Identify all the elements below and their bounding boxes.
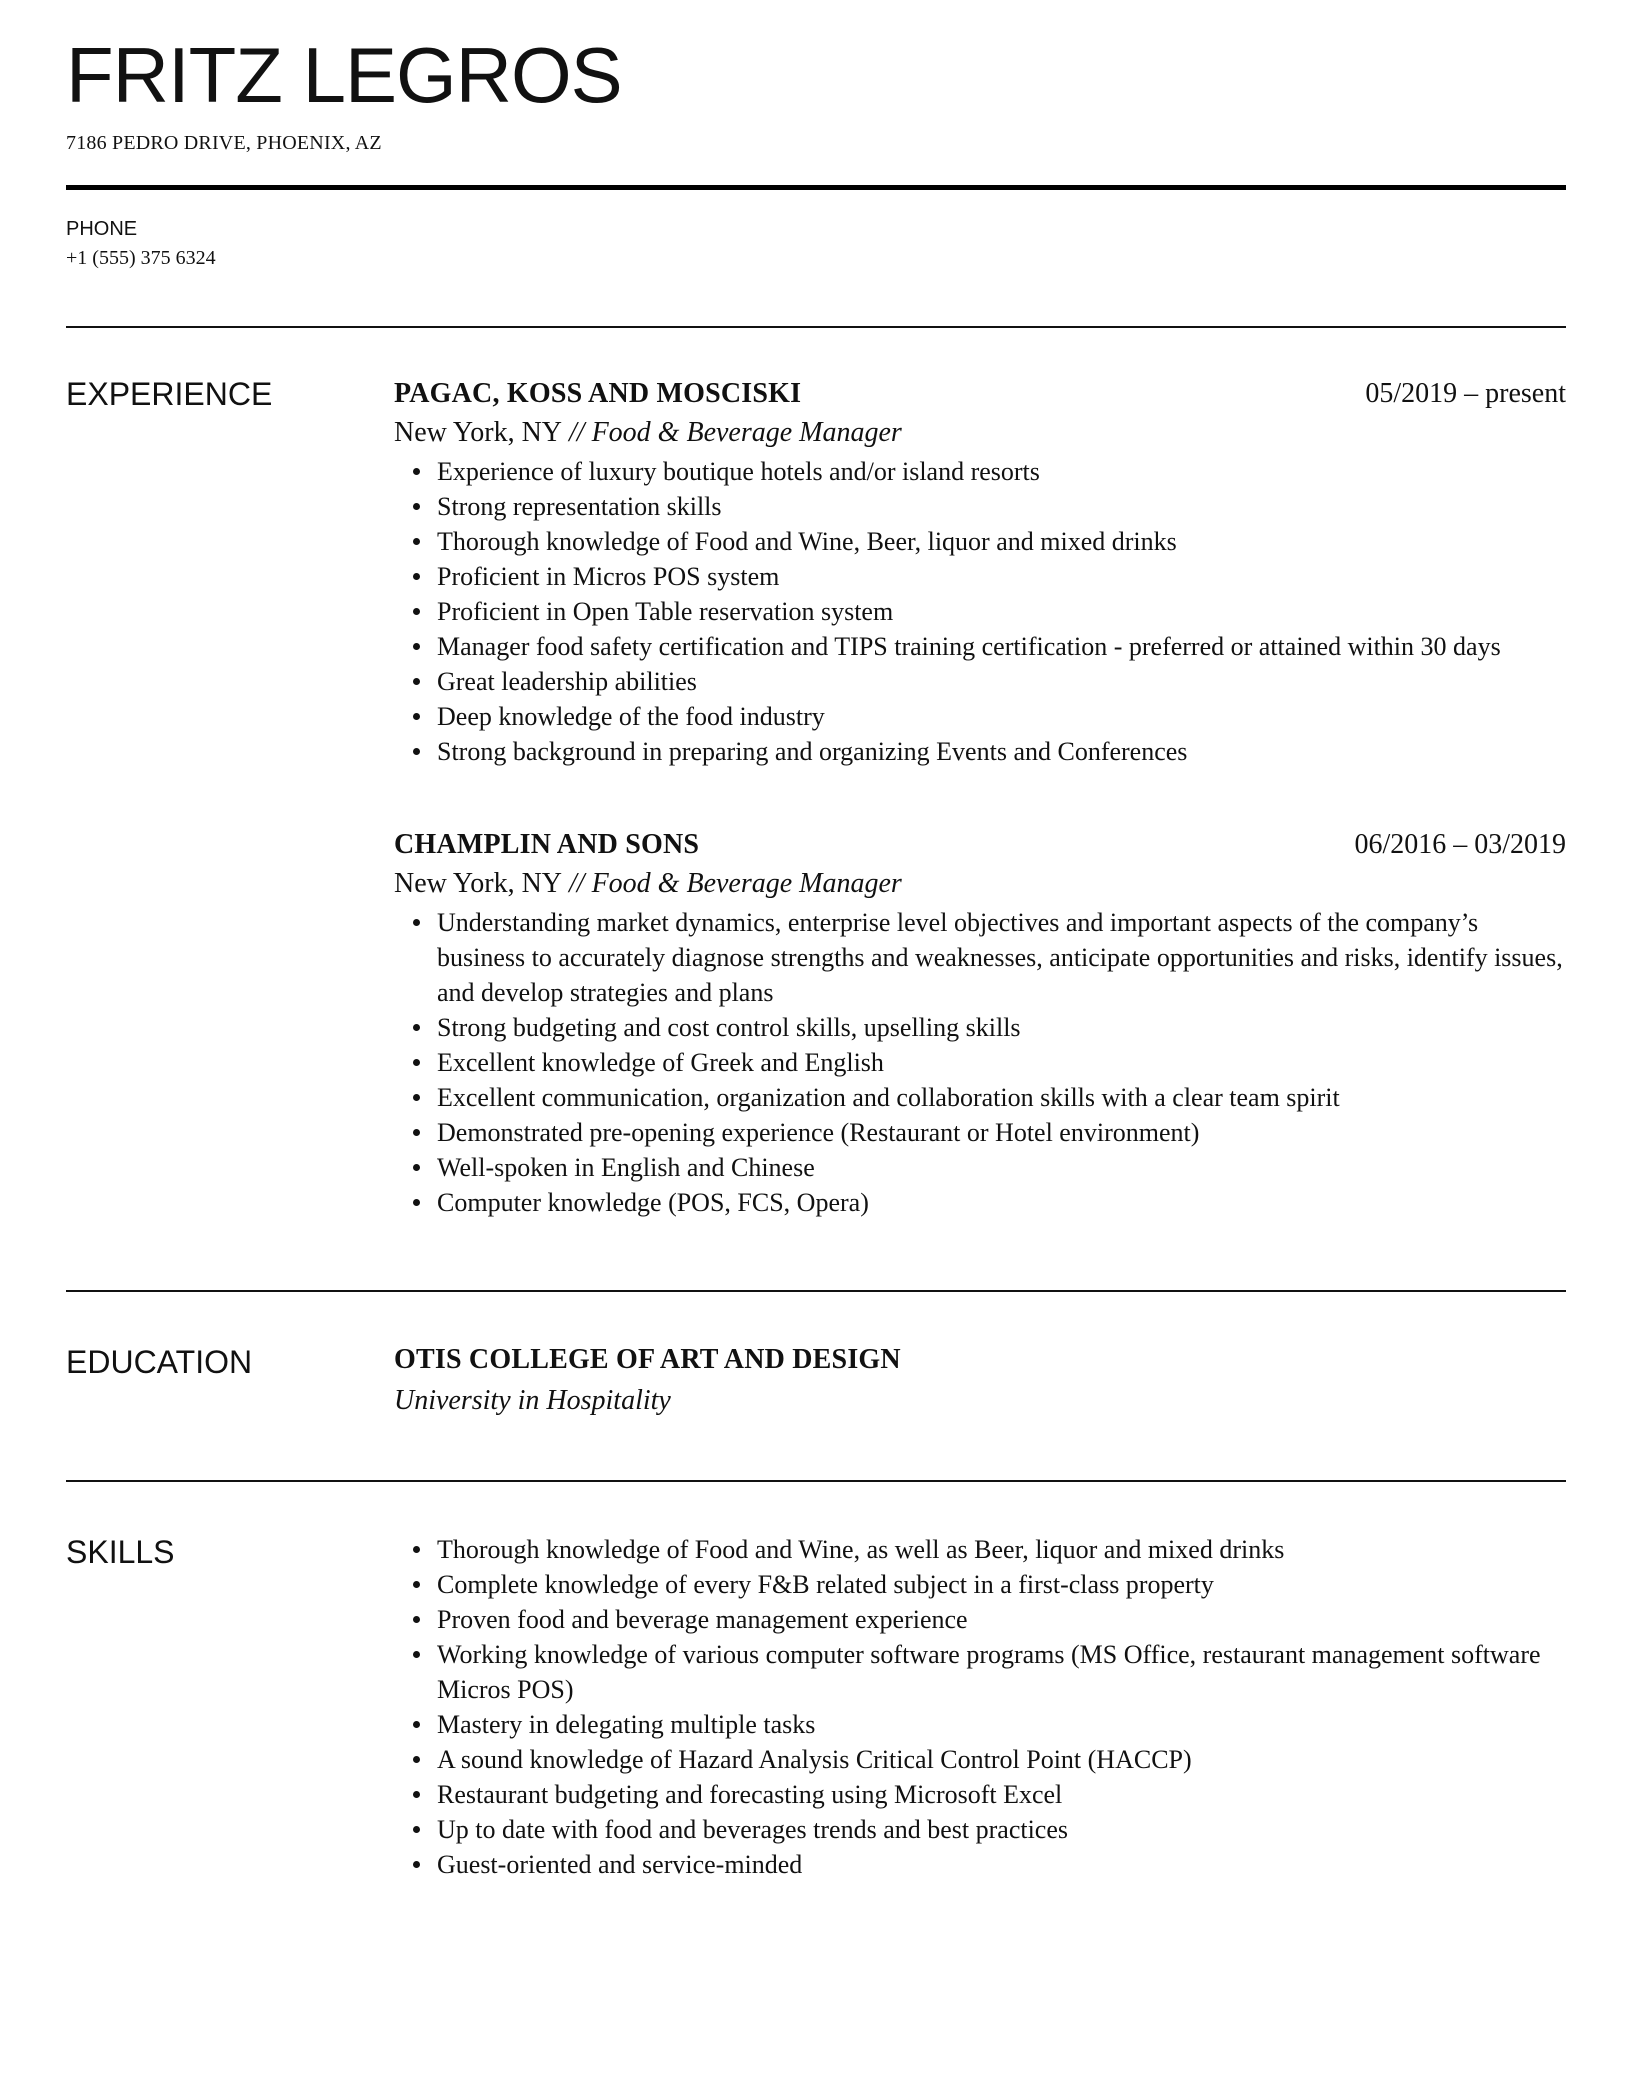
list-item [437, 489, 1566, 524]
bullet-dot-icon [413, 1546, 420, 1553]
skill-text: Guest-oriented and service-minded [437, 1850, 803, 1879]
bullet-text: Great leadership abilities [437, 667, 697, 696]
job-company: PAGAC, KOSS AND MOSCISKI [394, 378, 802, 409]
job-bullets [394, 454, 1566, 769]
bullet-dot-icon [413, 503, 420, 510]
education-degree: University in Hospitality [394, 1385, 671, 1416]
candidate-name: FRITZ LEGROS [66, 31, 622, 119]
bullet-text: Excellent communication, organization and collaboration skills with a clear team spirit [437, 1083, 1340, 1112]
job-dates: 05/2019 – present [1365, 378, 1566, 409]
bullet-text: Demonstrated pre-opening experience (Restaurant or Hotel environment) [437, 1118, 1200, 1147]
list-item [437, 905, 1566, 1010]
bullet-dot-icon [413, 1164, 420, 1171]
bullet-dot-icon [413, 1059, 420, 1066]
list-item [437, 1707, 1566, 1742]
skill-text: Complete knowledge of every F&B related subject in a first-class property [437, 1570, 1214, 1599]
skills-section [66, 1532, 1566, 1882]
bullet-dot-icon [413, 643, 420, 650]
list-item [437, 454, 1566, 489]
bullet-dot-icon [413, 1826, 420, 1833]
bullet-text: Strong background in preparing and organizing Events and Conferences [437, 737, 1188, 766]
list-item [437, 524, 1566, 559]
list-item [437, 1115, 1566, 1150]
bullet-dot-icon [413, 1861, 420, 1868]
job-subline [394, 866, 1566, 901]
bullet-dot-icon [413, 1094, 420, 1101]
section-divider [66, 1480, 1566, 1482]
skills-list [394, 1532, 1566, 1882]
contact-block [66, 218, 1566, 270]
job-location: New York, NY [394, 417, 563, 448]
education-school: OTIS COLLEGE OF ART AND DESIGN [394, 1344, 901, 1375]
skill-text: Proven food and beverage management experience [437, 1605, 968, 1634]
bullet-dot-icon [413, 538, 420, 545]
section-divider [66, 1290, 1566, 1292]
bullet-dot-icon [413, 468, 420, 475]
skills-title: SKILLS [66, 1534, 175, 1570]
bullet-dot-icon [413, 608, 420, 615]
bullet-dot-icon [413, 1129, 420, 1136]
bullet-text: Manager food safety certification and TIPS training certification - preferred or attained within 30 days [437, 632, 1501, 661]
bullet-dot-icon [413, 1791, 420, 1798]
list-item [437, 1185, 1566, 1220]
bullet-dot-icon [413, 1721, 420, 1728]
skill-text: Up to date with food and beverages trends and best practices [437, 1815, 1069, 1844]
bullet-text: Thorough knowledge of Food and Wine, Beer, liquor and mixed drinks [437, 527, 1177, 556]
bullet-dot-icon [413, 1024, 420, 1031]
job-dates: 06/2016 – 03/2019 [1354, 829, 1566, 860]
education-title: EDUCATION [66, 1344, 253, 1380]
bullet-dot-icon [413, 1199, 420, 1206]
skill-text: Working knowledge of various computer software programs (MS Office, restaurant management software Micros POS) [437, 1640, 1541, 1704]
bullet-dot-icon [413, 573, 420, 580]
bullet-dot-icon [413, 713, 420, 720]
bullet-text: Computer knowledge (POS, FCS, Opera) [437, 1188, 869, 1217]
list-item [437, 1150, 1566, 1185]
job-entry [394, 827, 1566, 1220]
list-item [437, 1637, 1566, 1707]
skill-text: Thorough knowledge of Food and Wine, as well as Beer, liquor and mixed drinks [437, 1535, 1285, 1564]
bullet-dot-icon [413, 1756, 420, 1763]
job-entry [394, 376, 1566, 769]
bullet-text: Experience of luxury boutique hotels and/or island resorts [437, 457, 1040, 486]
list-item [437, 1847, 1566, 1882]
bullet-text: Deep knowledge of the food industry [437, 702, 825, 731]
job-separator: // [562, 868, 592, 899]
list-item [437, 1742, 1566, 1777]
experience-title: EXPERIENCE [66, 376, 273, 412]
bullet-text: Proficient in Open Table reservation system [437, 597, 894, 626]
header-divider [66, 185, 1566, 190]
job-company: CHAMPLIN AND SONS [394, 829, 700, 860]
bullet-dot-icon [413, 919, 420, 926]
list-item [437, 699, 1566, 734]
list-item [437, 664, 1566, 699]
experience-section [66, 376, 1566, 1220]
list-item [437, 1812, 1566, 1847]
job-subline [394, 415, 1566, 450]
bullet-dot-icon [413, 748, 420, 755]
job-header [394, 376, 1566, 411]
list-item [437, 629, 1566, 664]
phone-value: +1 (555) 375 6324 [66, 247, 216, 269]
job-role: Food & Beverage Manager [591, 868, 902, 899]
list-item [437, 594, 1566, 629]
bullet-dot-icon [413, 1616, 420, 1623]
list-item [437, 1602, 1566, 1637]
skill-text: Restaurant budgeting and forecasting using Microsoft Excel [437, 1780, 1063, 1809]
education-body [394, 1342, 1566, 1418]
list-item [437, 1777, 1566, 1812]
job-header [394, 827, 1566, 862]
job-bullets [394, 905, 1566, 1220]
skill-text: Mastery in delegating multiple tasks [437, 1710, 816, 1739]
list-item [437, 1045, 1566, 1080]
bullet-dot-icon [413, 678, 420, 685]
resume-page [66, 0, 1566, 1882]
list-item [437, 1532, 1566, 1567]
candidate-address: 7186 PEDRO DRIVE, PHOENIX, AZ [66, 132, 382, 154]
list-item [437, 1567, 1566, 1602]
skills-body [394, 1532, 1566, 1882]
list-item [437, 559, 1566, 594]
list-item [437, 734, 1566, 769]
bullet-text: Well-spoken in English and Chinese [437, 1153, 815, 1182]
bullet-dot-icon [413, 1581, 420, 1588]
bullet-text: Understanding market dynamics, enterprise level objectives and important aspects of the company’s business to accurately diagnose strengths and weaknesses, anticipate opportunities and risks, identify issues, and develop strategies and plans [437, 908, 1563, 1007]
education-section [66, 1342, 1566, 1418]
skill-text: A sound knowledge of Hazard Analysis Critical Control Point (HACCP) [437, 1745, 1192, 1774]
job-separator: // [562, 417, 592, 448]
bullet-text: Strong budgeting and cost control skills, upselling skills [437, 1013, 1021, 1042]
bullet-dot-icon [413, 1651, 420, 1658]
bullet-text: Proficient in Micros POS system [437, 562, 780, 591]
bullet-text: Strong representation skills [437, 492, 722, 521]
job-role: Food & Beverage Manager [591, 417, 902, 448]
phone-label: PHONE [66, 218, 138, 240]
section-divider [66, 326, 1566, 328]
bullet-text: Excellent knowledge of Greek and English [437, 1048, 884, 1077]
experience-body [394, 376, 1566, 1220]
list-item [437, 1010, 1566, 1045]
job-location: New York, NY [394, 868, 563, 899]
list-item [437, 1080, 1566, 1115]
